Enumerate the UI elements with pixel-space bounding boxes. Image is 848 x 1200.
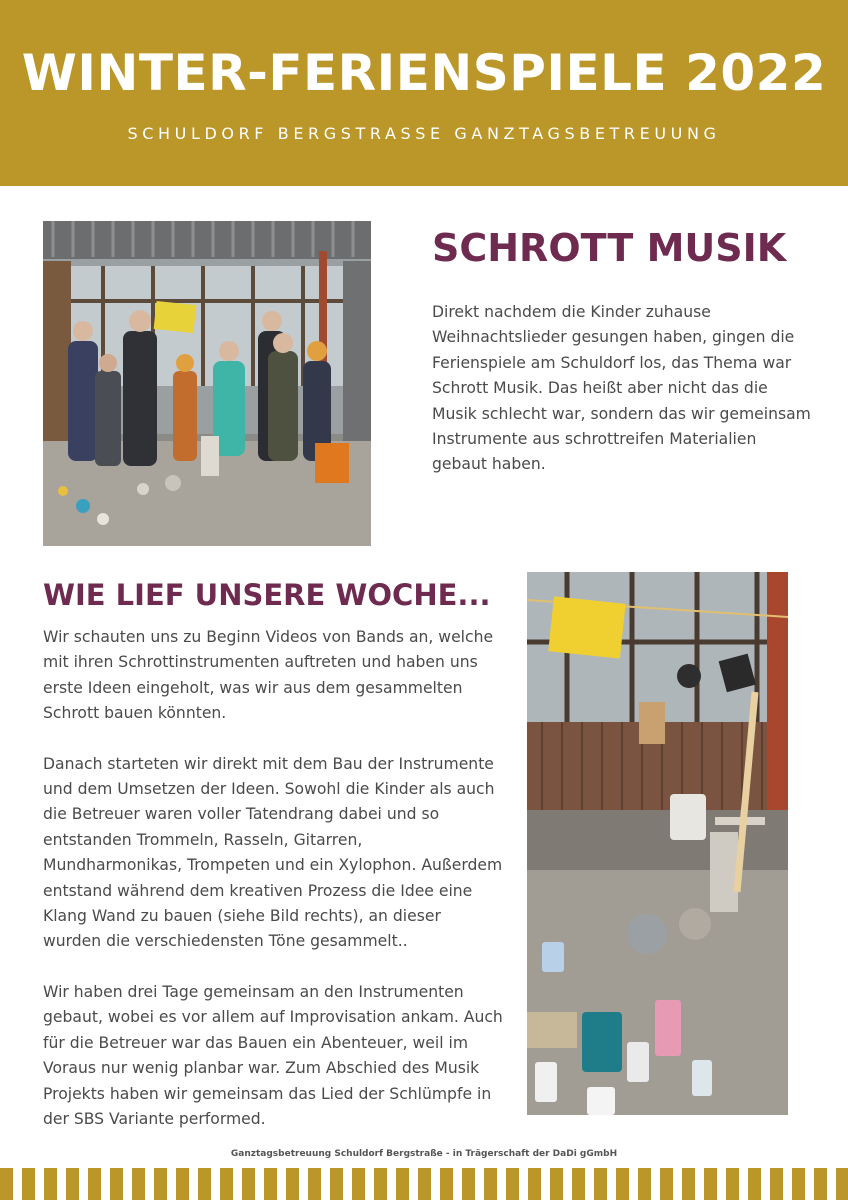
intro-paragraph bbox=[432, 300, 812, 478]
week-paragraph-1: Wir schauten uns zu Beginn Videos von Bands an, welche mit ihren Schrottinstrumenten auftreten und haben uns erste Ideen eingeholt, was wir aus dem gesammelten Schrott bauen könnten. bbox=[43, 628, 494, 723]
page-title: WINTER-FERIENSPIELE 2022 bbox=[21, 44, 827, 102]
footer-note: Ganztagsbetreuung Schuldorf Bergstraße - in Trägerschaft der DaDi gGmbH bbox=[230, 1149, 618, 1159]
sound-wall-photo bbox=[527, 572, 788, 1115]
section-heading-woche: WIE LIEF UNSERE WOCHE... bbox=[43, 578, 491, 612]
week-text-block bbox=[43, 625, 503, 1132]
intro-text: Direkt nachdem die Kinder zuhause Weihnachtslieder gesungen haben, gingen die Ferienspiele am Schuldorf los, das Thema war Schrott Musik. Das heißt aber nicht das die Musik schlecht war, sondern das wir gemeinsam Instrumente aus schrottreifen Materialien gebaut haben. bbox=[432, 303, 811, 474]
page-subtitle: SCHULDORF BERGSTRASSE GANZTAGSBETREUUNG bbox=[127, 124, 721, 143]
header-banner bbox=[0, 0, 848, 186]
week-paragraph-3: Wir haben drei Tage gemeinsam an den Instrumenten gebaut, wobei es vor allem auf Improvisation ankam. Auch für die Betreuer war das Bauen ein Abenteuer, weil im Voraus nur wenig planbar war. Zum Abschied des Musik Projekts haben wir gemeinsam das Lied der Schlümpfe in der SBS Variante performed. bbox=[43, 982, 503, 1128]
decorative-stripes bbox=[0, 1168, 848, 1200]
group-photo bbox=[43, 221, 371, 546]
section-heading-schrott-musik: SCHROTT MUSIK bbox=[432, 226, 787, 270]
week-paragraph-2: Danach starteten wir direkt mit dem Bau der Instrumente und dem Umsetzen der Ideen. Sowohl die Kinder als auch die Betreuer waren voller Tatendrang dabei und so entstanden Trommeln, Rasseln, Gitarren, Mundharmonikas, Trompeten und ein Xylophon. Außerdem entstand während dem kreativen Prozess die Idee eine Klang Wand zu bauen (siehe Bild rechts), an dieser wurden die verschiedensten Töne gesammelt.. bbox=[43, 754, 503, 951]
